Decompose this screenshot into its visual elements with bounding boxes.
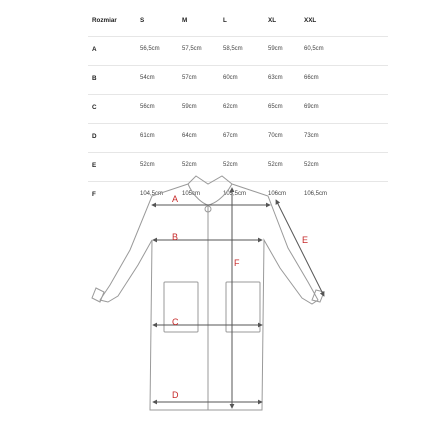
table-cell: 52cm — [140, 162, 155, 168]
table-cell: 59cm — [268, 46, 283, 52]
table-cell: 61cm — [140, 133, 155, 139]
table-cell: 63cm — [268, 75, 283, 81]
header-xxl: XXL — [304, 17, 317, 24]
label-f: F — [234, 258, 240, 268]
header-size-label: Rozmiar — [92, 17, 117, 24]
table-cell: 60cm — [223, 75, 238, 81]
table-cell: 60,5cm — [304, 46, 324, 52]
header-l: L — [223, 17, 227, 24]
label-b: B — [172, 232, 179, 242]
row-label: F — [92, 191, 96, 198]
table-cell: 54cm — [140, 75, 155, 81]
table-cell: 66cm — [304, 75, 319, 81]
table-cell: 69cm — [304, 104, 319, 110]
table-cell: 56,5cm — [140, 46, 160, 52]
table-cell: 106,5cm — [304, 191, 328, 197]
row-label: A — [92, 46, 97, 53]
header-xl: XL — [268, 17, 277, 24]
row-label: D — [92, 133, 97, 140]
table-cell: 104,5cm — [140, 191, 164, 197]
row-label: B — [92, 75, 97, 82]
table-cell: 59cm — [182, 104, 197, 110]
label-d: D — [172, 390, 179, 400]
table-cell: 57cm — [182, 75, 197, 81]
table-cell: 62cm — [223, 104, 238, 110]
table-cell: 52cm — [223, 162, 238, 168]
table-cell: 70cm — [268, 133, 283, 139]
row-label: E — [92, 162, 97, 169]
table-cell: 73cm — [304, 133, 319, 139]
label-c: C — [172, 317, 179, 327]
label-e: E — [302, 235, 309, 245]
header-s: S — [140, 17, 145, 24]
table-cell: 57,5cm — [182, 46, 202, 52]
coat-outline — [92, 176, 324, 410]
table-cell: 56cm — [140, 104, 155, 110]
row-label: C — [92, 104, 97, 111]
table-cell: 67cm — [223, 133, 238, 139]
table-cell: 105,5cm — [223, 191, 247, 197]
measure-e-arrow — [276, 200, 324, 296]
table-cell: 106cm — [268, 191, 287, 197]
table-cell: 65cm — [268, 104, 283, 110]
table-cell: 52cm — [182, 162, 197, 168]
table-cell: 105cm — [182, 191, 201, 197]
table-cell: 52cm — [268, 162, 283, 168]
measurement-arrows — [152, 188, 324, 408]
label-a: A — [172, 194, 179, 204]
table-cell: 58,5cm — [223, 46, 243, 52]
table-cell: 52cm — [304, 162, 319, 168]
table-cell: 64cm — [182, 133, 197, 139]
header-m: M — [182, 17, 188, 24]
